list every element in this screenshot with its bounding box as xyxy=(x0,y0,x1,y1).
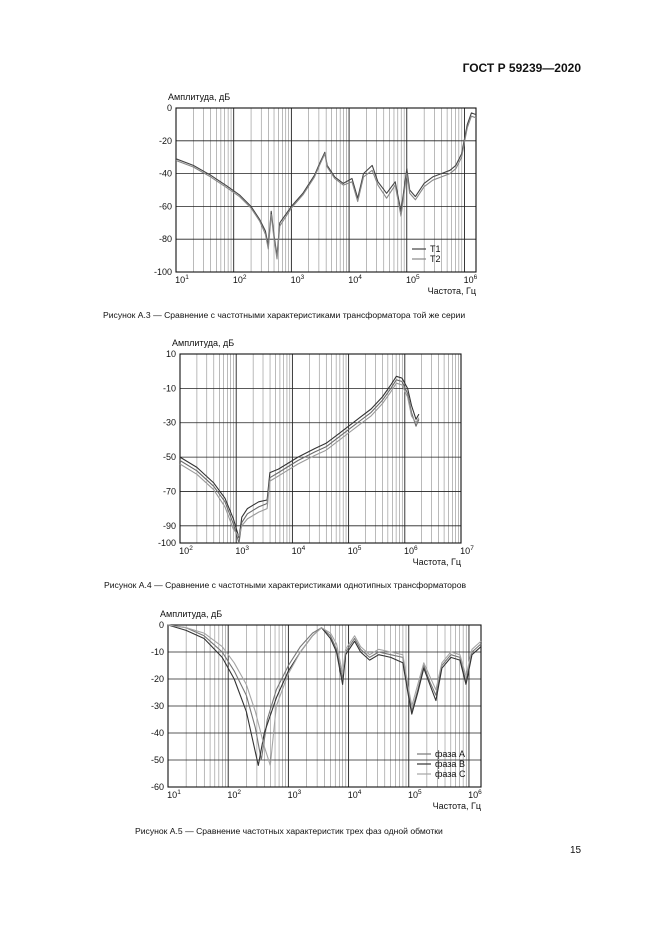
y-tick-label: -10 xyxy=(150,647,164,657)
legend-label: фаза В xyxy=(435,759,465,769)
x-tick-label: $10^7$ xyxy=(460,545,474,556)
x-tick-label: $10^5$ xyxy=(407,789,422,800)
x-tick-label: $10^5$ xyxy=(405,274,420,285)
legend-label: T1 xyxy=(430,244,441,254)
x-axis-label: Частота, Гц xyxy=(412,557,461,567)
x-axis-label: Частота, Гц xyxy=(427,286,476,296)
x-tick-label: $10^6$ xyxy=(403,545,418,556)
x-tick-label: $10^2$ xyxy=(232,274,247,285)
x-tick-label: $10^2$ xyxy=(227,789,242,800)
page-number: 15 xyxy=(570,845,582,856)
x-tick-label: $10^3$ xyxy=(235,545,250,556)
y-tick-label: -40 xyxy=(150,728,164,738)
x-tick-label: $10^2$ xyxy=(179,545,193,556)
y-axis-label: Амплитуда, дБ xyxy=(160,609,223,619)
y-tick-label: -10 xyxy=(162,383,176,394)
x-tick-label: $10^6$ xyxy=(463,274,478,285)
y-tick-label: -90 xyxy=(162,520,176,531)
y-tick-label: -30 xyxy=(150,701,164,711)
y-tick-label: -100 xyxy=(153,267,172,277)
y-tick-label: -60 xyxy=(158,201,172,212)
x-tick-label: $10^3$ xyxy=(287,789,302,800)
y-tick-label: -30 xyxy=(162,417,176,428)
y-tick-label: -50 xyxy=(150,755,164,765)
y-tick-label: 10 xyxy=(165,349,176,359)
y-tick-label: -40 xyxy=(158,168,172,179)
figure-a4-caption: Рисунок А.4 — Сравнение с частотными характеристиками однотипных трансформаторов xyxy=(104,580,467,590)
x-tick-label: $10^4$ xyxy=(347,789,362,800)
y-axis-label: Амплитуда, дБ xyxy=(172,338,235,348)
x-tick-label: $10^1$ xyxy=(175,274,189,285)
y-tick-label: -80 xyxy=(158,234,172,245)
x-tick-label: $10^4$ xyxy=(348,274,362,285)
y-tick-label: -60 xyxy=(150,782,164,792)
legend-label: фаза С xyxy=(435,769,466,779)
legend-label: T2 xyxy=(430,254,441,264)
figure-a3-caption: Рисунок А.3 — Сравнение с частотными характеристиками трансформатора той же серии xyxy=(103,310,466,320)
y-tick-label: -20 xyxy=(158,135,172,146)
figure-a5-caption: Рисунок А.5 — Сравнение частотных характеристик трех фаз одной обмотки xyxy=(135,826,443,836)
y-axis-label: Амплитуда, дБ xyxy=(168,92,231,102)
y-tick-label: -20 xyxy=(150,674,164,684)
x-tick-label: $10^4$ xyxy=(291,545,306,556)
x-tick-label: $10^3$ xyxy=(290,274,305,285)
x-axis-label: Частота, Гц xyxy=(432,801,481,811)
standard-number: ГОСТ Р 59239—2020 xyxy=(462,61,581,75)
y-tick-label: -50 xyxy=(162,452,176,463)
y-tick-label: -100 xyxy=(157,538,176,548)
x-tick-label: $10^6$ xyxy=(468,789,482,800)
legend-label: фаза А xyxy=(435,749,465,759)
x-tick-label: $10^1$ xyxy=(167,789,181,800)
x-tick-label: $10^5$ xyxy=(347,545,362,556)
y-tick-label: -70 xyxy=(162,486,176,497)
y-tick-label: 0 xyxy=(166,103,172,113)
y-tick-label: 0 xyxy=(158,620,164,630)
